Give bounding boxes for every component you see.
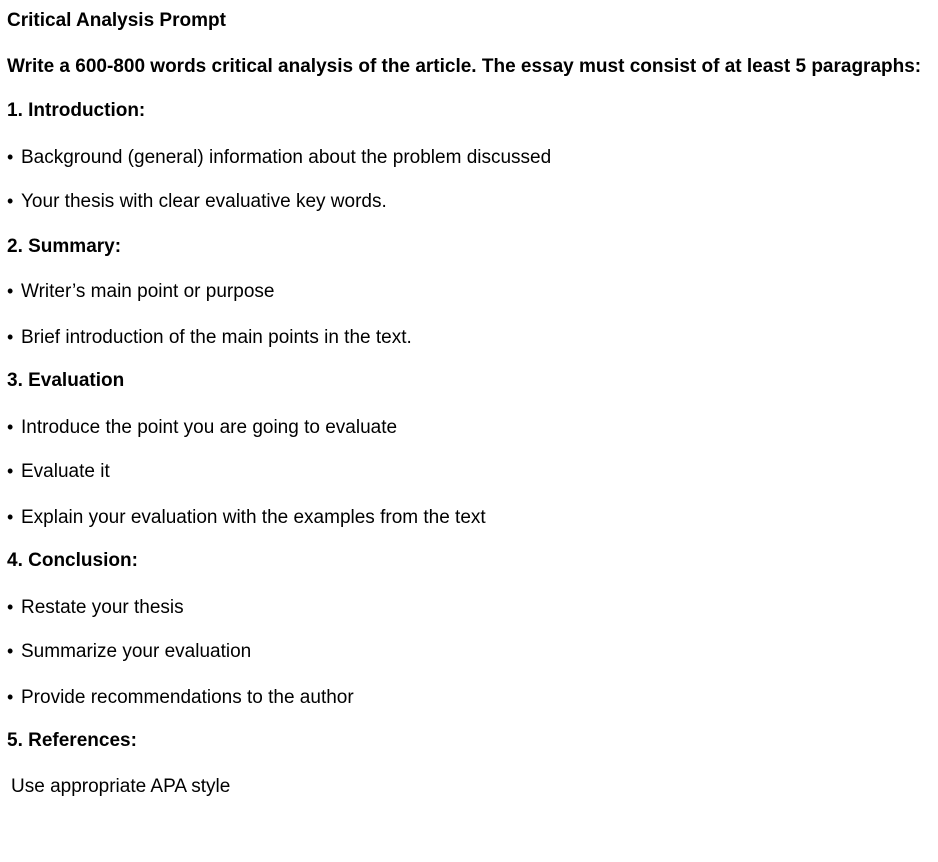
list-item-text: Explain your evaluation with the examples from the text — [21, 507, 486, 528]
bullet-icon: • — [7, 147, 14, 167]
list-item — [7, 685, 354, 710]
list-item — [7, 325, 412, 350]
section-heading-evaluation: 3. Evaluation — [7, 370, 125, 391]
list-item — [7, 459, 110, 484]
list-item-text: Writer’s main point or purpose — [21, 281, 275, 302]
bullet-icon: • — [7, 687, 14, 707]
list-item-text: Restate your thesis — [21, 597, 184, 618]
list-item-text: Provide recommendations to the author — [21, 687, 354, 708]
list-item — [7, 279, 274, 304]
bullet-icon: • — [7, 327, 14, 347]
references-text: Use appropriate APA style — [11, 776, 231, 797]
bullet-icon: • — [7, 417, 14, 437]
document-title: Critical Analysis Prompt — [7, 10, 226, 31]
list-item-text: Summarize your evaluation — [21, 641, 252, 662]
list-item-text: Brief introduction of the main points in the text. — [21, 327, 412, 348]
bullet-icon: • — [7, 461, 14, 481]
list-item — [7, 145, 551, 170]
list-item-text: Evaluate it — [21, 461, 110, 482]
section-heading-summary: 2. Summary: — [7, 236, 122, 257]
section-heading-conclusion: 4. Conclusion: — [7, 550, 138, 571]
list-item — [7, 595, 184, 620]
list-item-text: Your thesis with clear evaluative key words. — [21, 191, 387, 212]
bullet-icon: • — [7, 191, 14, 211]
list-item — [7, 639, 251, 664]
list-item — [7, 505, 486, 530]
bullet-icon: • — [7, 597, 14, 617]
list-item-text: Background (general) information about the problem discussed — [21, 147, 552, 168]
section-heading-introduction: 1. Introduction: — [7, 100, 146, 121]
bullet-icon: • — [7, 281, 14, 301]
section-heading-references: 5. References: — [7, 730, 137, 751]
prompt-instruction: Write a 600-800 words critical analysis of the article. The essay must consist of at least 5 paragraphs: — [7, 56, 922, 77]
bullet-icon: • — [7, 507, 14, 527]
list-item — [7, 415, 397, 440]
bullet-icon: • — [7, 641, 14, 661]
list-item-text: Introduce the point you are going to evaluate — [21, 417, 398, 438]
list-item — [7, 189, 387, 214]
